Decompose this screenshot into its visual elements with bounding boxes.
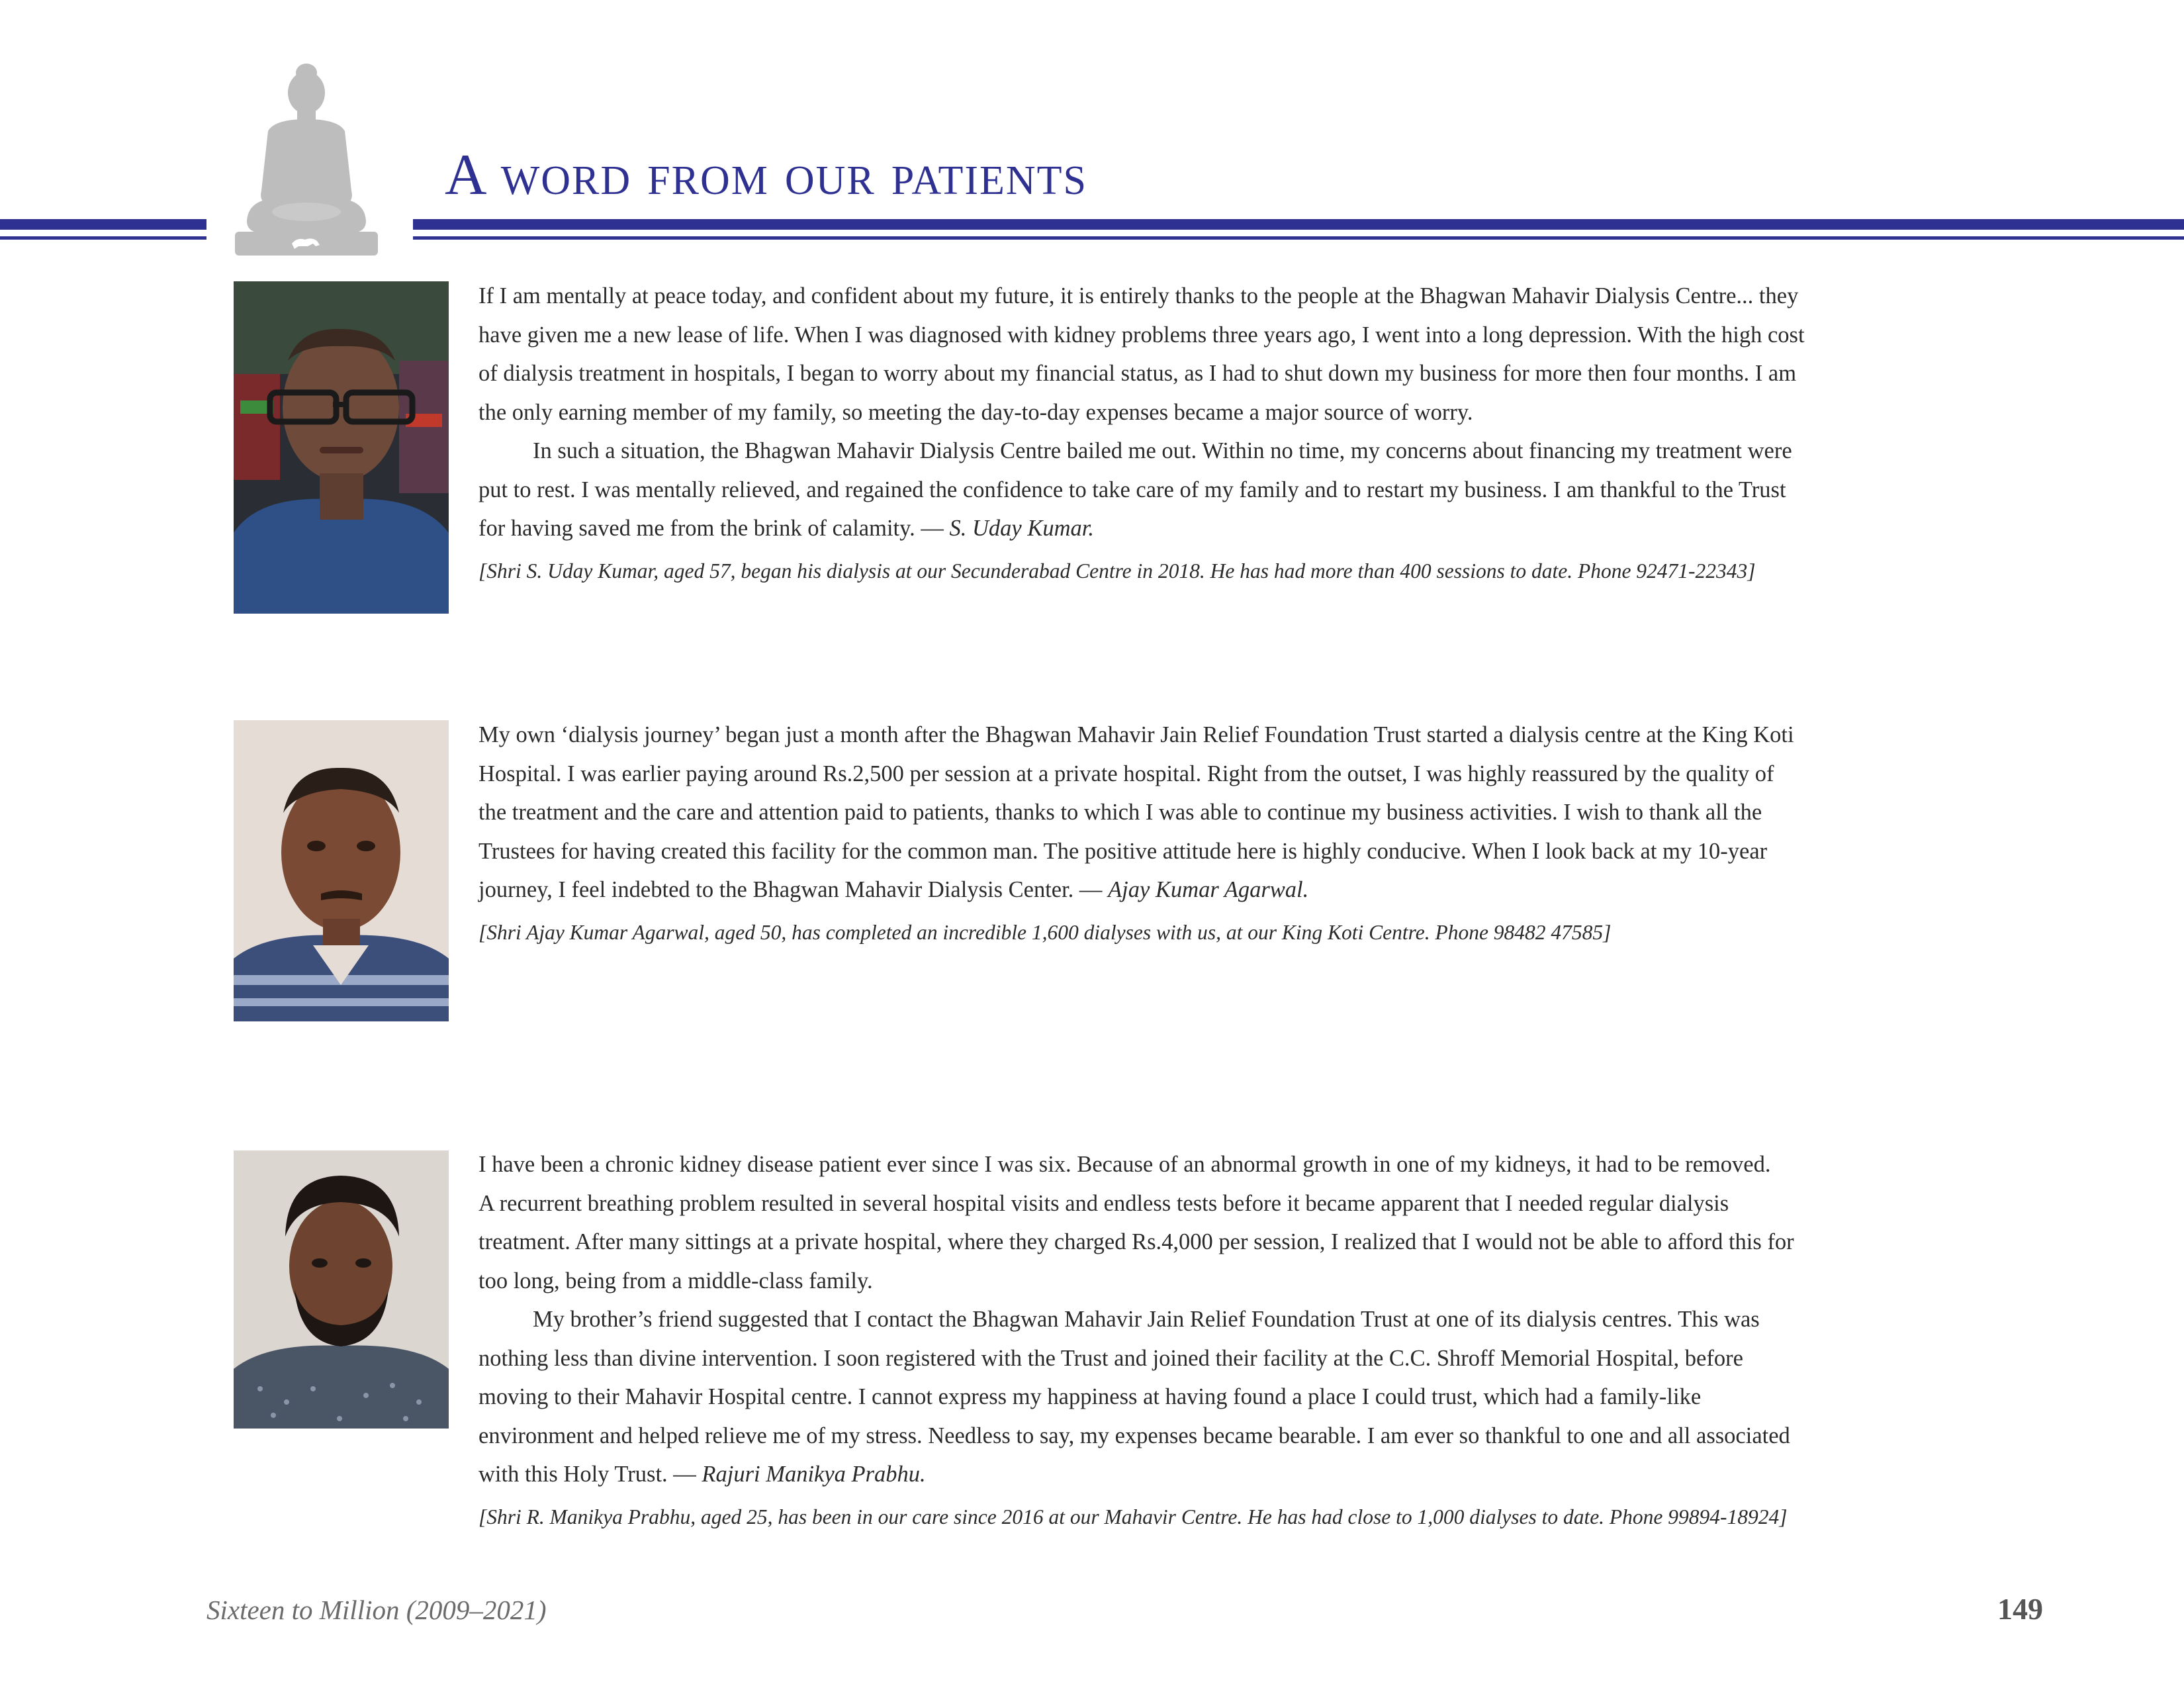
patient-note: [Shri S. Uday Kumar, aged 57, began his dialysis at our Secunderabad Centre in 2018. He has had more than 400 sessions to date. Phone 92471-22343] xyxy=(478,559,1756,583)
testimonial-line: A recurrent breathing problem resulted in several hospital visits and endless tests before it became apparent that I needed regular dialysis xyxy=(478,1190,1729,1216)
testimonial-line: treatment. After many sittings at a private hospital, where they charged Rs.4,000 per session, I realized that I would not be able to afford this for xyxy=(478,1229,1794,1254)
testimonial-line: If I am mentally at peace today, and confident about my future, it is entirely thanks to the people at the Bhagwan Mahavir Dialysis Centre... they xyxy=(478,283,1799,308)
testimonial-line: moving to their Mahavir Hospital centre. I cannot express my happiness at having found a place I could trust, which had a family-like xyxy=(478,1384,1702,1409)
mahavir-statue-icon xyxy=(228,58,385,257)
testimonial-signature: Rajuri Manikya Prabhu. xyxy=(702,1462,926,1487)
patient-photo xyxy=(234,720,449,1021)
header-rule-right-thin xyxy=(413,236,2184,240)
testimonial-last-line xyxy=(478,509,1949,548)
testimonial-last-line xyxy=(478,870,1949,910)
header-rule-left-thick xyxy=(0,219,206,230)
testimonial-line: My brother’s friend suggested that I contact the Bhagwan Mahavir Jain Relief Foundation Trust at one of its dialysis centres. This was xyxy=(533,1307,1760,1332)
testimonial-line: the treatment and the care and attention paid to patients, thanks to which I was able to continue my business activities. I wish to thank all the xyxy=(478,800,1762,825)
testimonial-uday-kumar xyxy=(478,277,1949,590)
testimonial-rajuri-manikya-prabhu xyxy=(478,1145,1949,1536)
patient-photo xyxy=(234,1150,449,1429)
patient-note: [Shri Ajay Kumar Agarwal, aged 50, has completed an incredible 1,600 dialyses with us, at our King Koti Centre. Phone 98482 47585] xyxy=(478,920,1612,944)
page-title: A word from our patients xyxy=(445,143,1087,207)
testimonial-line: journey, I feel indebted to the Bhagwan Mahavir Dialysis Center. — xyxy=(478,877,1109,902)
testimonial-line: put to rest. I was mentally relieved, and regained the confidence to take care of my family and to restart my business. I am thankful to the Trust xyxy=(478,477,1786,502)
testimonial-last-line xyxy=(478,1455,1949,1494)
testimonial-line: have given me a new lease of life. When I was diagnosed with kidney problems three years ago, I went into a long depression. With the high cost xyxy=(478,322,1805,348)
patient-photo xyxy=(234,281,449,614)
testimonial-line: Trustees for having created this facility for the common man. The positive attitude here is highly conducive. When I look back at my 10-year xyxy=(478,838,1768,864)
testimonial-line: Hospital. I was earlier paying around Rs.2,500 per session at a private hospital. Right from the outset, I was highly reassured by the quality of xyxy=(478,761,1774,786)
footer-book-title: Sixteen to Million (2009–2021) xyxy=(206,1595,547,1625)
header-rule-left-thin xyxy=(0,236,206,240)
testimonial-line: with this Holy Trust. — xyxy=(478,1462,702,1487)
testimonial-line: too long, being from a middle-class family. xyxy=(478,1268,873,1293)
testimonial-line: of dialysis treatment in hospitals, I began to worry about my financial status, as I had to shut down my business for more then four months. I am xyxy=(478,361,1797,386)
testimonial-line: for having saved me from the brink of calamity. — xyxy=(478,516,950,541)
testimonial-line: In such a situation, the Bhagwan Mahavir Dialysis Centre bailed me out. Within no time, my concerns about financing my treatment were xyxy=(533,438,1792,463)
testimonial-line: environment and helped relieve me of my stress. Needless to say, my expenses became bearable. I am ever so thankful to one and all associated xyxy=(478,1423,1790,1448)
testimonial-line: I have been a chronic kidney disease patient ever since I was six. Because of an abnormal growth in one of my kidneys, it had to be removed. xyxy=(478,1152,1771,1177)
testimonial-signature: S. Uday Kumar. xyxy=(949,516,1095,541)
patient-note: [Shri R. Manikya Prabhu, aged 25, has been in our care since 2016 at our Mahavir Centre. He has had close to 1,000 dialyses to date. Phone 99894-18924] xyxy=(478,1505,1788,1528)
header-rule-right-thick xyxy=(413,219,2184,230)
page-number: 149 xyxy=(1997,1592,2043,1626)
testimonial-signature: Ajay Kumar Agarwal. xyxy=(1108,877,1309,902)
testimonial-line: My own ‘dialysis journey’ began just a month after the Bhagwan Mahavir Jain Relief Foundation Trust started a dialysis centre at the King Koti xyxy=(478,722,1794,747)
testimonial-line: the only earning member of my family, so meeting the day-to-day expenses became a major source of worry. xyxy=(478,399,1473,425)
testimonial-line: nothing less than divine intervention. I soon registered with the Trust and joined their facility at the C.C. Shroff Memorial Hospital, before xyxy=(478,1345,1743,1371)
testimonial-ajay-kumar-agarwal xyxy=(478,716,1949,952)
